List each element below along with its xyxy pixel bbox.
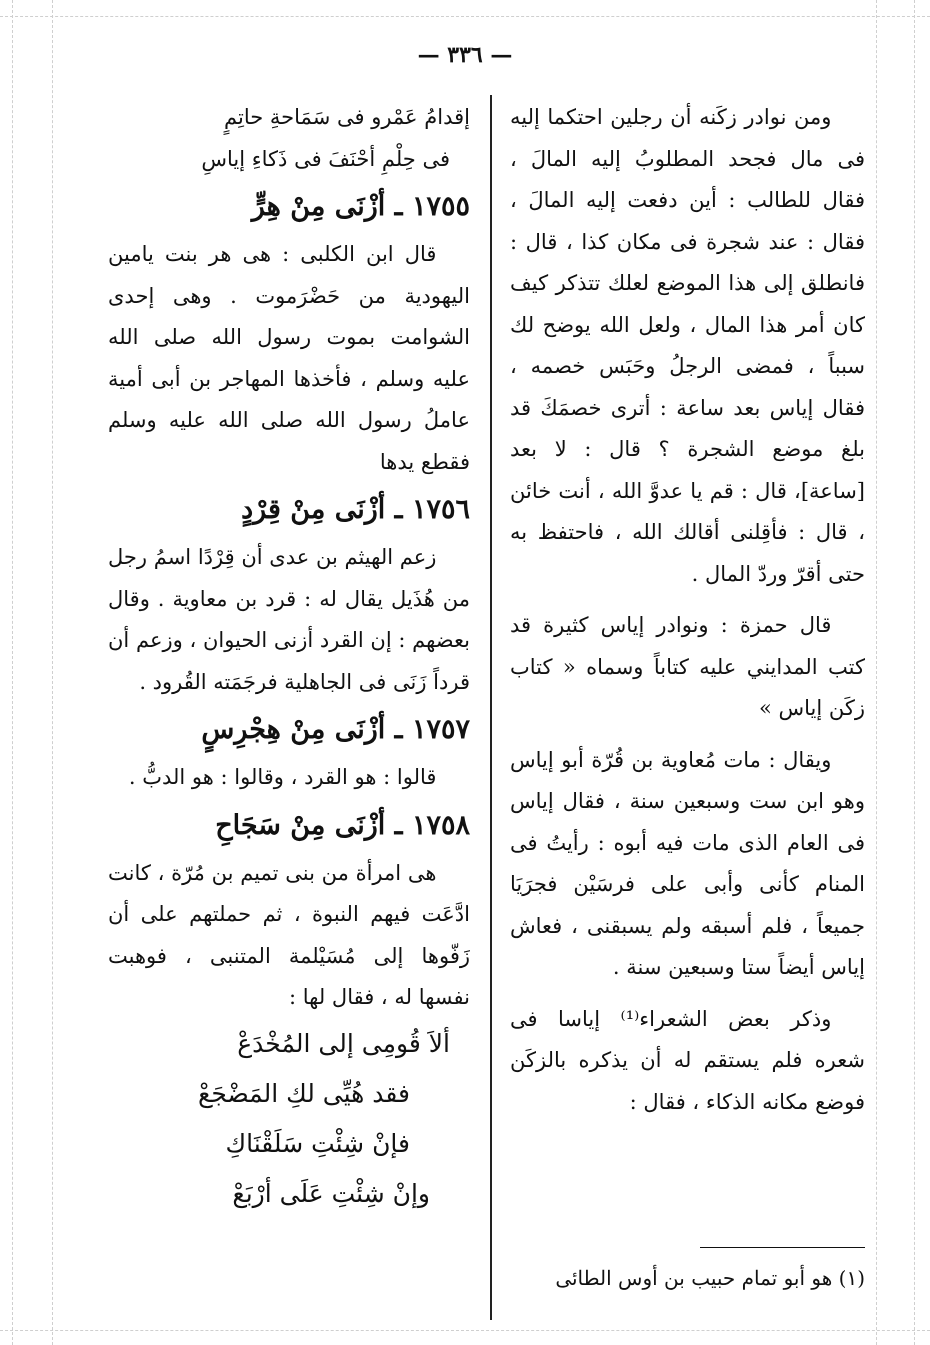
proverb-heading: ١٧٥٥ ـ أزْنَى مِنْ هِرٍّ [251,191,470,222]
margin-guide [0,16,930,17]
verse-line: فى حِلْمِ أحْنَفَ فى ذَكاءِ إياسِ [201,146,450,171]
paragraph: قالوا : هو القرد ، وقالوا : هو الدبُّ . [128,765,437,789]
verse-line: ألاَ قُومِى إلى المُخْدَعْ [237,1028,450,1058]
paragraph: ويقال : مات مُعاوية بن قُرّة أبو إياس وهو ابن ست وسبعين سنة ، فقال إياس فى العام الذى مات فيه أبوه : رأيتُ فى المنام كأنى وأبى على فرسَيْن فجرَيَا جميعاً ، فلم أسبقه ولم يسبقنى ، فعاش إياس أيضاً ستا وسبعين سنة . [510,747,865,979]
column-divider [490,95,492,1320]
left-column [108,97,470,1219]
margin-guide [876,0,877,1345]
proverb-heading: ١٧٥٨ ـ أزْنَى مِنْ سَجَاحِ [215,809,470,841]
verse-line: وإنْ شِئْتِ عَلَى أرْبَعْ [232,1178,430,1208]
verse-line: فقد هُيِّى لكِ المَضْجَعْ [198,1078,410,1108]
footnote-rule [700,1247,865,1248]
paragraph: وذكر بعض الشعراء⁽¹⁾ إياسا فى شعره فلم يستقم له أن يذكره بالزكَن فوضع مكانه الذكاء ، فقال : [510,1006,865,1114]
proverb-heading: ١٧٥٧ ـ أزْنَى مِنْ هِجْرِسٍ [201,714,470,745]
page-number: — ٣٣٦ — [417,42,513,68]
margin-guide [0,1330,930,1331]
paragraph: قال حمزة : ونوادر إياس كثيرة قد كتب المدايني عليه كتاباً وسماه « كتاب زكَن إياس » [510,613,865,720]
paragraph: هى امرأة من بنى تميم بن مُرّة ، كانت ادَّعَت فيهم النبوة ، ثم حملتهم على أن زَفّوها إلى مُسَيْلمة المتنبى ، فوهبت نفسها له ، فقال لها : [108,860,470,1009]
footnote: (١) هو أبو تمام حبيب بن أوس الطائى [555,1266,865,1290]
paragraph: قال ابن الكلبى : هى هر بنت يامين اليهودية من حَضْرَموت . وهى إحدى الشوامت بموت رسول الله صلى الله عليه وسلم ، فأخذها المهاجر بن أبى أمية عاملُ رسول الله صلى الله عليه وسلم فقطع يدها [108,242,470,474]
verse-line: فإنْ شِئْتِ سَلَقْنَاكِ [225,1128,410,1158]
right-column [510,97,865,1123]
proverb-heading: ١٧٥٦ ـ أزْنَى مِنْ قِرْدٍ [241,494,470,525]
margin-guide [914,0,915,1345]
margin-guide [12,0,13,1345]
paragraph: ومن نوادر زكَنه أن رجلين احتكما إليه فى مال فجحد المطلوبُ إليه المالَ ، فقال للطالب : أين دفعت إليه المالَ ، فقال : عند شجرة فى مكان كذا ، قال : فانطلق إلى هذا الموضع لعلك تتذكر كيف كان أمر هذا المال ، ولعل الله يوضح لك سبباً ، فمضى الرجلُ وحَبَس خصمه ، فقال إياس بعد ساعة : أترى خصمَكَ قد بلغ موضع الشجرة ؟ قال : لا بعد [ساعة]، قال : قم يا عدوَّ الله ، أنت خائن ، قال : فأقِلنى أقالك الله ، فاحتفظ به حتى أقرّ وردّ المال . [510,105,865,586]
paragraph: زعم الهيثم بن عدى أن قِرْدًا اسمُ رجل من هُذَيل يقال له : قرد بن معاوية . وقال بعضهم : إن القرد أزنى الحيوان ، وزعم أن قرداً زَنَى فى الجاهلية فرجَمَته القُرود . [108,545,470,694]
margin-guide [52,0,53,1345]
verse-line: إقدامُ عَمْرو فى سَمَاحةِ حاتِمٍ [224,105,470,129]
